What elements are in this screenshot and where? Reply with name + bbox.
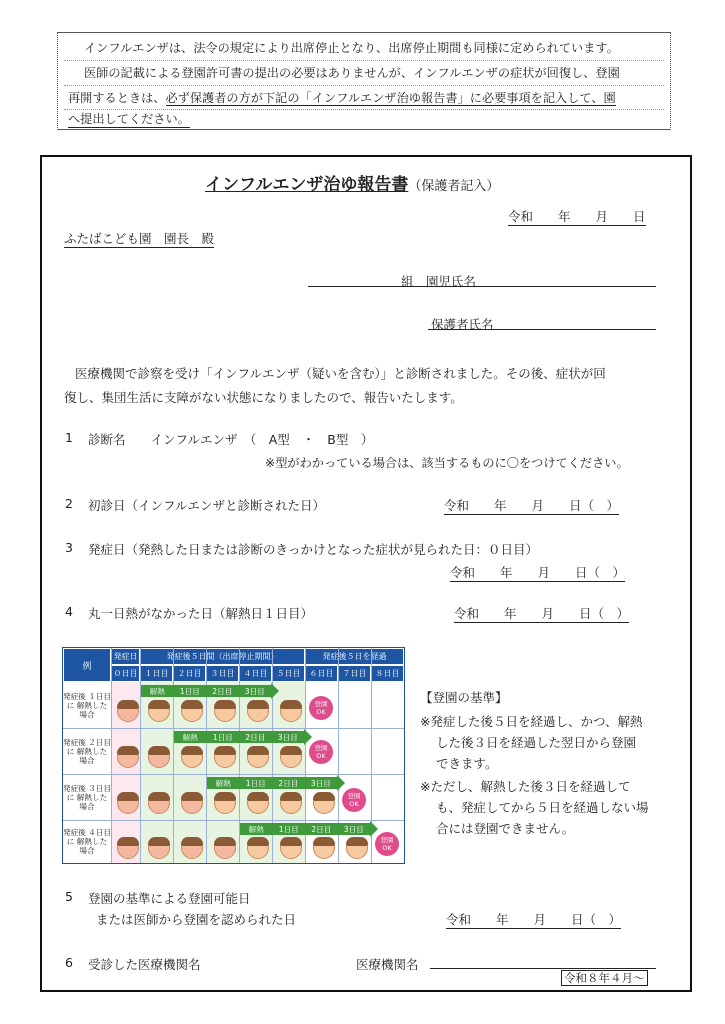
bar-label: 解熱 [182, 732, 198, 742]
ok-badge-top: 登園 [380, 836, 394, 844]
item-2-number: 2 [65, 496, 73, 511]
criteria-line-2: した後３日を経過した翌日から登園 [436, 735, 637, 750]
item-4-date[interactable]: 令和 年 月 日（ ） [454, 606, 630, 621]
bar-label: 解熱 [248, 824, 264, 834]
ok-badge-top: 登園 [314, 700, 328, 708]
item-3-number: 3 [65, 540, 73, 555]
criteria-line-1: ※発症した後５日を経過し、かつ、解熱 [420, 714, 643, 729]
child-face-icon [214, 837, 236, 859]
item-1-diagnosis[interactable]: 診断名 インフルエンザ （ A型 ・ B型 ） [88, 432, 374, 447]
notice-line-1: インフルエンザは、法令の規定により出席停止となり、出席停止期間も同様に定められています。 [84, 41, 619, 55]
notice-line-3 [68, 89, 616, 106]
child-face-icon [247, 792, 269, 814]
guardian-name-label[interactable]: 保護者氏名 [431, 317, 494, 332]
criteria-line-4: ※ただし、解熱した後３日を経過して [420, 779, 631, 794]
notice-box [57, 32, 671, 130]
table-row-label-1: 発症後 １日目に 解熱した 場合 [63, 683, 111, 727]
bar-label: 1日目 [278, 824, 299, 834]
child-face-icon [214, 700, 236, 722]
bar-arrow-icon [271, 683, 279, 699]
table-day-7: ７日目 [338, 665, 371, 682]
attendance-ok-badge [375, 832, 399, 856]
table-head-period: 発症後５日間（出席停止期間） [140, 648, 305, 665]
item-6-number: 6 [65, 955, 73, 970]
item-2-label: 初診日（インフルエンザと診断された日） [88, 498, 326, 513]
bar-label: 2日目 [212, 686, 233, 696]
table-day-3: ３日目 [206, 665, 239, 682]
ok-badge-bottom: OK [316, 752, 326, 760]
child-face-icon [247, 837, 269, 859]
child-face-icon [148, 837, 170, 859]
form-title-row [205, 170, 499, 195]
form-title-note: （保護者記入） [408, 179, 500, 194]
table-row-label-4: 発症後 ４日目に 解熱した 場合 [63, 821, 111, 862]
child-face-icon [148, 792, 170, 814]
table-day-8: ８日目 [371, 665, 404, 682]
item-2-date[interactable]: 令和 年 月 日（ ） [444, 498, 620, 513]
table-day-2: ２日目 [173, 665, 206, 682]
notice-line-3-underlined: 必ず保護者の方が下記の「インフルエンザ治ゆ報告書」に必要事項を記入して、園 [165, 91, 616, 105]
criteria-heading: 【登園の基準】 [420, 690, 508, 705]
attendance-ok-badge [342, 788, 366, 812]
child-face-icon [117, 746, 139, 768]
item-4-number: 4 [65, 604, 73, 619]
table-row-label-2: 発症後 ２日目に 解熱した 場合 [63, 729, 111, 773]
bar-label: 解熱 [149, 686, 165, 696]
fever-free-bar-row-3 [207, 777, 337, 789]
notice-line-4: へ提出してください。 [68, 112, 190, 126]
table-corner: 例 [63, 648, 111, 682]
criteria-line-3: できます。 [436, 756, 498, 771]
child-face-icon [313, 792, 335, 814]
child-face-icon [117, 837, 139, 859]
item-4-label: 丸一日熱がなかった日（解熱日１日目） [88, 606, 314, 621]
bar-label: 3日目 [310, 778, 331, 788]
bar-label: 1日目 [245, 778, 266, 788]
revision-stamp: 令和８年４月～ [561, 970, 648, 986]
child-face-icon [181, 792, 203, 814]
bar-label: 3日目 [244, 686, 265, 696]
bar-label: 2日目 [311, 824, 332, 834]
item-5-date[interactable]: 令和 年 月 日（ ） [446, 912, 622, 927]
criteria-line-5: も、発症してから５日を経過しない場 [436, 800, 649, 815]
fever-free-bar-row-1 [141, 685, 271, 697]
item-5-label-2: または医師から登園を認められた日 [96, 912, 297, 927]
table-day-5: ５日目 [272, 665, 305, 682]
item-3-label: 発症日（発熱した日または診断のきっかけとなった症状が見られた日：０日目） [88, 542, 539, 557]
bar-label: 3日目 [277, 732, 298, 742]
table-head-onset: 発症日 [111, 648, 140, 665]
item-3-date[interactable]: 令和 年 月 日（ ） [450, 565, 626, 580]
attendance-ok-badge [309, 696, 333, 720]
bar-arrow-icon [370, 821, 378, 837]
table-day-0: ０日目 [111, 665, 140, 682]
bar-label: 1日目 [212, 732, 233, 742]
ok-badge-bottom: OK [382, 844, 392, 852]
child-face-icon [181, 746, 203, 768]
ok-badge-bottom: OK [316, 708, 326, 716]
bar-label: 2日目 [245, 732, 266, 742]
fever-free-bar-row-4 [240, 823, 370, 835]
child-face-icon [313, 837, 335, 859]
item-1-note: ※型がわかっている場合は、該当するものに〇をつけてください。 [265, 456, 629, 470]
child-face-icon [280, 837, 302, 859]
table-day-4: ４日目 [239, 665, 272, 682]
medical-institution-input-line[interactable] [430, 968, 656, 969]
item-6-label: 受診した医療機関名 [88, 957, 201, 972]
table-head-after: 発症後５日を経過 [305, 648, 404, 665]
attendance-criteria-table [62, 647, 405, 864]
bar-label: 1日目 [179, 686, 200, 696]
child-face-icon [117, 792, 139, 814]
notice-line-2: 医師の記載による登園許可書の提出の必要はありませんが、インフルエンザの症状が回復し、登園 [84, 66, 620, 80]
notice-line-3-plain: 再開するときは、 [68, 91, 166, 105]
class-child-name-label[interactable]: 組 園児氏名 [401, 274, 477, 289]
child-face-icon [214, 746, 236, 768]
child-face-icon [247, 746, 269, 768]
child-face-icon [280, 792, 302, 814]
ok-badge-bottom: OK [349, 800, 359, 808]
statement-line-2: 復し、集団生活に支障がない状態になりましたので、報告いたします。 [64, 390, 463, 405]
child-face-icon [148, 746, 170, 768]
item-5-label: 登園の基準による登園可能日 [88, 891, 251, 906]
table-day-1: １日目 [140, 665, 173, 682]
child-face-icon [181, 837, 203, 859]
item-1-number: 1 [65, 430, 73, 445]
bar-label: 2日目 [278, 778, 299, 788]
table-day-6: ６日目 [305, 665, 338, 682]
item-6-field-label: 医療機関名 [356, 957, 419, 972]
child-face-icon [280, 700, 302, 722]
item-5-number: 5 [65, 889, 73, 904]
statement-line-1: 医療機関で診察を受け「インフルエンザ（疑いを含む）」と診断されました。その後、症状が回 [75, 366, 606, 381]
form-title: インフルエンザ治ゆ報告書 [205, 175, 409, 195]
notice-divider [64, 60, 664, 61]
bar-label: 解熱 [215, 778, 231, 788]
attendance-ok-badge [309, 740, 333, 764]
child-face-icon [280, 746, 302, 768]
ok-badge-top: 登園 [347, 792, 361, 800]
ok-badge-top: 登園 [314, 744, 328, 752]
bar-label: 3日目 [343, 824, 364, 834]
criteria-line-6: 合には登園できません。 [436, 821, 575, 836]
fever-free-bar-row-2 [174, 731, 304, 743]
table-row-label-3: 発症後 ３日目に 解熱した 場合 [63, 775, 111, 819]
child-face-icon [247, 700, 269, 722]
bar-arrow-icon [304, 729, 312, 745]
child-face-icon [117, 700, 139, 722]
addressee: ふたばこども園 園長 殿 [64, 231, 215, 246]
child-face-icon [148, 700, 170, 722]
bar-arrow-icon [337, 775, 345, 791]
child-face-icon [346, 837, 368, 859]
notice-divider [64, 85, 664, 86]
child-face-icon [214, 792, 236, 814]
child-face-icon [181, 700, 203, 722]
report-date[interactable]: 令和 年 月 日 [508, 209, 646, 224]
class-name-line [308, 286, 656, 287]
